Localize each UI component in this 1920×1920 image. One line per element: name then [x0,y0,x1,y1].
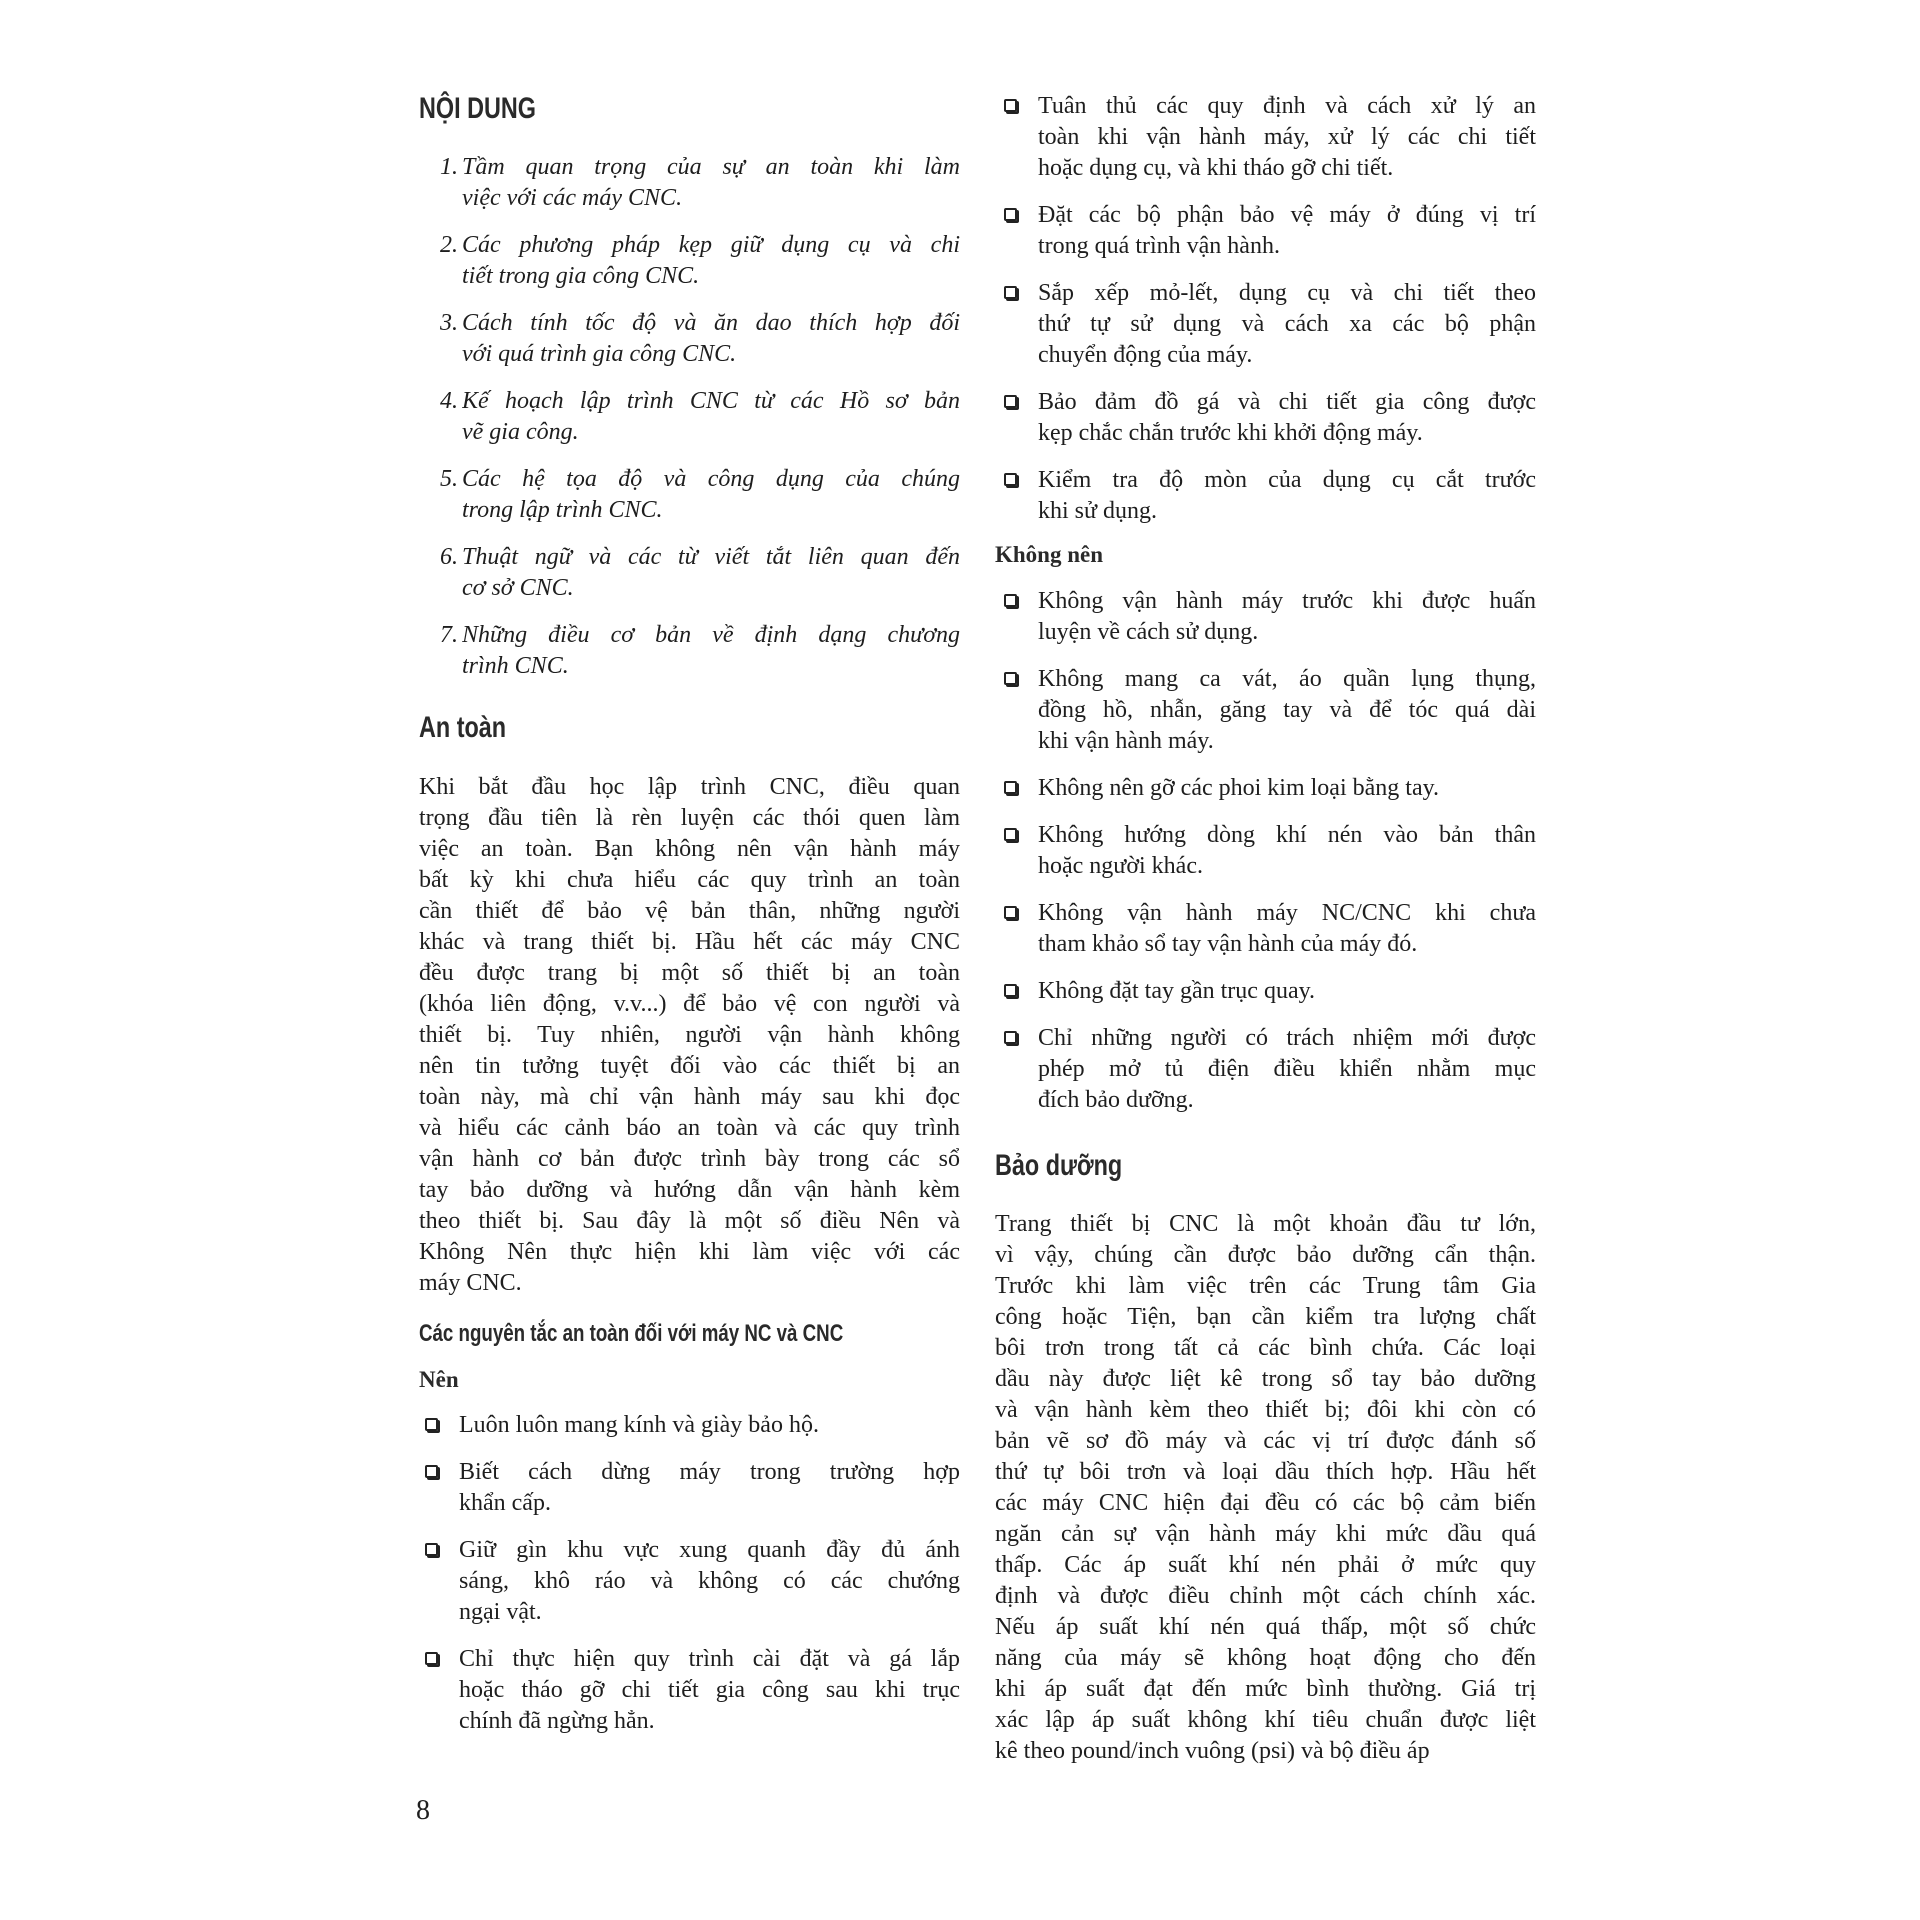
text-line: cơ sở CNC. [462,575,574,601]
text-line: Kiểm tra độ mòn của dụng cụ cắt trước [1038,467,1536,493]
text-line: Luôn luôn mang kính và giày bảo hộ. [459,1412,819,1438]
bullet-item [425,1535,960,1628]
text-line: bôi trơn trong tất cả các bình chứa. Các loại [995,1335,1536,1361]
text-line: và hiểu các cảnh báo an toàn và các quy trình [419,1115,960,1141]
text-line: hoặc người khác. [1038,853,1203,879]
text-line: ngăn cản sự vận hành máy khi mức dầu quá [995,1521,1536,1547]
text-line: (khóa liên động, v.v...) để bảo vệ con người và [419,991,960,1017]
text-line: hoặc tháo gỡ chi tiết gia công sau khi trục [459,1677,960,1703]
contents-item [440,620,960,682]
text-line: Các phương pháp kẹp giữ dụng cụ và chi [462,232,960,258]
bullet-item [1004,664,1536,757]
contents-item [440,464,960,526]
safety-paragraph [419,772,960,1299]
text-line: đích bảo dưỡng. [1038,1087,1194,1113]
text-line: khẩn cấp. [459,1490,551,1516]
do-heading: Nên [419,1367,459,1392]
text-line: chuyển động của máy. [1038,342,1253,368]
checkbox-bullet-icon [1004,286,1017,299]
bullet-item [1004,278,1536,371]
text-line: Các hệ tọa độ và công dụng của chúng [462,466,960,492]
text-line: sáng, khô ráo và không có các chướng [459,1568,960,1594]
text-line: Không vận hành máy trước khi được huấn [1038,588,1536,614]
contents-item [440,308,960,370]
checkbox-bullet-icon [1004,395,1017,408]
text-line: Không đặt tay gần trục quay. [1038,978,1316,1004]
text-line: bản vẽ sơ đồ máy và các vị trí được đánh số [995,1428,1536,1454]
text-line: Sắp xếp mỏ-lết, dụng cụ và chi tiết theo [1038,280,1536,306]
text-line: kẹp chắc chắn trước khi khởi động máy. [1038,420,1423,446]
item-number: 6. [440,544,458,570]
item-number: 4. [440,388,458,414]
contents-item [440,152,960,214]
text-line: bất kỳ khi chưa hiểu các quy trình an toàn [419,867,960,893]
text-line: Trang thiết bị CNC là một khoản đầu tư lớn, [995,1211,1536,1237]
text-line: Chỉ những người có trách nhiệm mới được [1038,1025,1536,1051]
bullet-item [1004,820,1536,882]
checkbox-bullet-icon [425,1465,438,1478]
text-line: khác và trang thiết bị. Hầu hết các máy CNC [419,929,960,955]
bullet-item [1004,976,1536,1007]
text-line: Thuật ngữ và các từ viết tắt liên quan đến [462,544,960,570]
text-line: việc an toàn. Bạn không nên vận hành máy [419,836,960,862]
text-line: Không hướng dòng khí nén vào bản thân [1038,822,1536,848]
item-number: 5. [440,466,458,492]
bullet-item [425,1410,960,1441]
text-line: trọng đầu tiên là rèn luyện các thói quen làm [419,805,960,831]
text-line: ngại vật. [459,1599,542,1625]
text-line: thấp. Các áp suất khí nén phải ở mức quy [995,1552,1536,1578]
text-line: cần thiết để bảo vệ bản thân, những người [419,898,960,924]
text-line: kê theo pound/inch vuông (psi) và bộ điều áp [995,1738,1430,1764]
text-line: vì vậy, chúng cần được bảo dưỡng cẩn thận. [995,1242,1536,1268]
text-line: Tuân thủ các quy định và cách xử lý an [1038,93,1536,119]
text-line: xác lập áp suất không khí tiêu chuẩn được liệt [995,1707,1536,1733]
do-list [425,1410,960,1753]
page-number: 8 [416,1795,430,1826]
bullet-item [1004,773,1536,804]
text-line: và vận hành kèm theo thiết bị; đôi khi còn có [995,1397,1536,1423]
item-number: 3. [440,310,458,336]
text-line: phép mở tủ điện điều khiển nhằm mục [1038,1056,1536,1082]
checkbox-bullet-icon [1004,1031,1017,1044]
bullet-item [1004,387,1536,449]
text-line: Không Nên thực hiện khi làm việc với các [419,1239,960,1265]
checkbox-bullet-icon [1004,984,1017,997]
safety-heading: An toàn [419,711,507,744]
text-line: thứ tự bôi trơn và loại dầu thích hợp. Hầu hết [995,1459,1536,1485]
text-line: vẽ gia công. [462,419,579,445]
text-line: Bảo đảm đồ gá và chi tiết gia công được [1038,389,1536,415]
text-line: toàn khi vận hành máy, xử lý các chi tiết [1038,124,1536,150]
bullet-item [1004,200,1536,262]
item-number: 1. [440,154,458,180]
text-line: vận hành cơ bản được trình bày trong các sổ [419,1146,960,1172]
checkbox-bullet-icon [425,1543,438,1556]
checkbox-bullet-icon [1004,672,1017,685]
text-line: đồng hồ, nhẫn, găng tay và để tóc quá dài [1038,697,1536,723]
text-line: tham khảo sổ tay vận hành của máy đó. [1038,931,1418,957]
contents-item [440,386,960,448]
text-line: nên tin tưởng tuyệt đối vào các thiết bị an [419,1053,960,1079]
text-line: đều được trang bị một số thiết bị an toàn [419,960,960,986]
bullet-item [1004,91,1536,184]
text-line: các máy CNC hiện đại đều có các bộ cảm biến [995,1490,1536,1516]
text-line: trong lập trình CNC. [462,497,663,523]
text-line: khi sử dụng. [1038,498,1158,524]
text-line: tay bảo dưỡng và hướng dẫn vận hành kèm [419,1177,960,1203]
text-line: công hoặc Tiện, bạn cần kiểm tra lượng chất [995,1304,1536,1330]
dont-heading: Không nên [995,542,1104,567]
do-list-continued [1004,91,1536,543]
text-line: với quá trình gia công CNC. [462,341,737,367]
text-line: Chỉ thực hiện quy trình cài đặt và gá lắp [459,1646,960,1672]
text-line: dầu này được liệt kê trong sổ tay bảo dưỡng [995,1366,1536,1392]
text-line: Tầm quan trọng của sự an toàn khi làm [462,154,960,180]
text-line: thiết bị. Tuy nhiên, người vận hành không [419,1022,960,1048]
text-line: việc với các máy CNC. [462,185,683,211]
text-line: Cách tính tốc độ và ăn dao thích hợp đối [462,310,960,336]
bullet-item [1004,465,1536,527]
checkbox-bullet-icon [1004,473,1017,486]
text-line: hoặc dụng cụ, và khi tháo gỡ chi tiết. [1038,155,1394,181]
text-line: khi vận hành máy. [1038,728,1214,754]
text-line: toàn này, mà chỉ vận hành máy sau khi đọc [419,1084,960,1110]
maintenance-paragraph [995,1209,1536,1767]
bullet-item [1004,586,1536,648]
text-line: Không mang ca vát, áo quần lụng thụng, [1038,666,1536,692]
text-line: Đặt các bộ phận bảo vệ máy ở đúng vị trí [1038,202,1536,228]
dont-list [1004,586,1536,1132]
item-number: 7. [440,622,458,648]
text-line: theo thiết bị. Sau đây là một số điều Nên và [419,1208,960,1234]
maintenance-heading: Bảo dưỡng [995,1149,1123,1182]
text-line: Những điều cơ bản về định dạng chương [462,622,960,648]
contents-heading: NỘI DUNG [419,92,536,125]
text-line: định và được điều chỉnh một cách chính xác. [995,1583,1536,1609]
text-line: Khi bắt đầu học lập trình CNC, điều quan [419,774,960,800]
text-line: Nếu áp suất khí nén quá thấp, một số chức [995,1614,1536,1640]
bullet-item [1004,1023,1536,1116]
text-line: Biết cách dừng máy trong trường hợp [459,1459,960,1485]
bullet-item [1004,898,1536,960]
bullet-item [425,1457,960,1519]
text-line: máy CNC. [419,1270,522,1296]
checkbox-bullet-icon [1004,781,1017,794]
text-line: Kế hoạch lập trình CNC từ các Hồ sơ bản [462,388,960,414]
checkbox-bullet-icon [1004,828,1017,841]
checkbox-bullet-icon [425,1418,438,1431]
checkbox-bullet-icon [1004,208,1017,221]
text-line: Trước khi làm việc trên các Trung tâm Gia [995,1273,1536,1299]
text-line: trong quá trình vận hành. [1038,233,1280,259]
text-line: trình CNC. [462,653,569,679]
text-line: thứ tự sử dụng và cách xa các bộ phận [1038,311,1536,337]
text-line: Không vận hành máy NC/CNC khi chưa [1038,900,1536,926]
contents-list [440,152,960,698]
checkbox-bullet-icon [1004,906,1017,919]
text-line: khi áp suất đạt đến mức bình thường. Giá trị [995,1676,1536,1702]
text-line: năng của máy sẽ không hoạt động cho đến [995,1645,1536,1671]
item-number: 2. [440,232,458,258]
contents-item [440,542,960,604]
text-line: chính đã ngừng hẳn. [459,1708,655,1734]
text-line: Giữ gìn khu vực xung quanh đầy đủ ánh [459,1537,960,1563]
text-line: Không nên gỡ các phoi kim loại bằng tay. [1038,775,1440,801]
contents-item [440,230,960,292]
rules-heading: Các nguyên tắc an toàn đối với máy NC và CNC [419,1320,844,1347]
checkbox-bullet-icon [1004,99,1017,112]
checkbox-bullet-icon [425,1652,438,1665]
text-line: luyện về cách sử dụng. [1038,619,1259,645]
checkbox-bullet-icon [1004,594,1017,607]
text-line: tiết trong gia công CNC. [462,263,700,289]
bullet-item [425,1644,960,1737]
